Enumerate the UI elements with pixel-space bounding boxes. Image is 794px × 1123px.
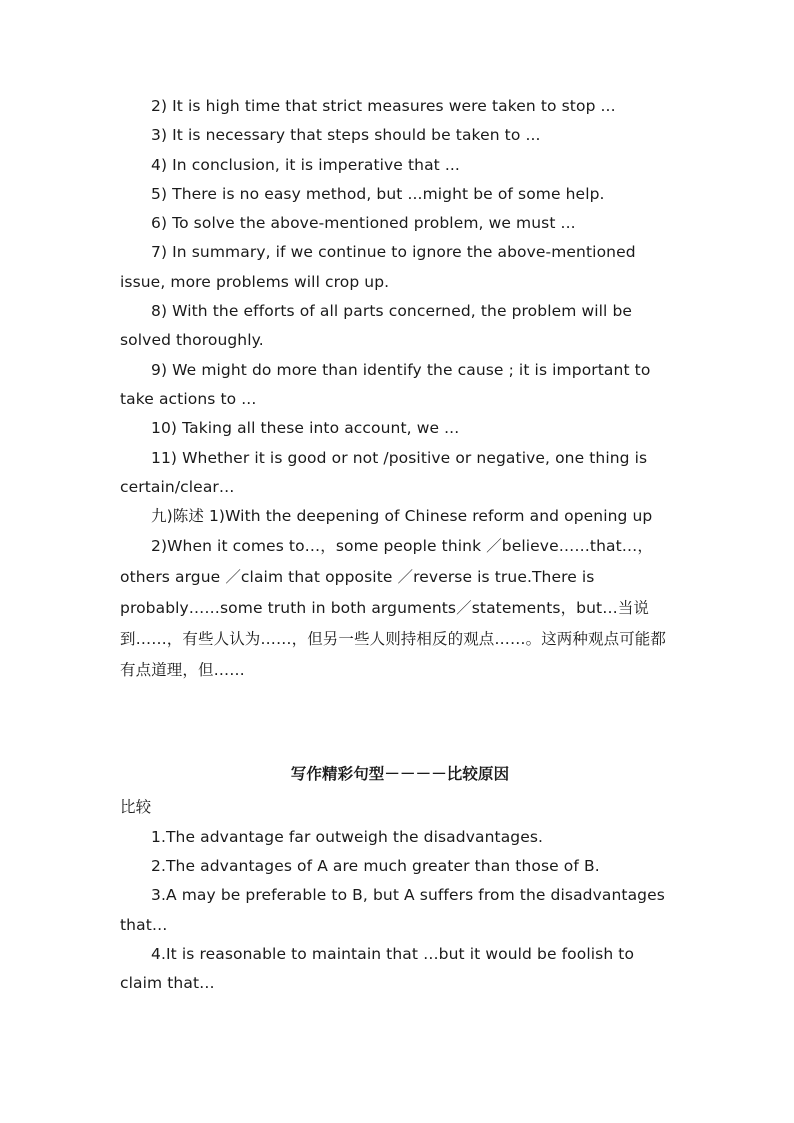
statement-line: 九)陈述 1)With the deepening of Chinese reform and opening up: [151, 507, 653, 526]
list-item: 9) We might do more than identify the cause ; it is important to take actions to ...: [120, 360, 651, 408]
list-item: 4) In conclusion, it is imperative that ...: [151, 155, 460, 174]
statement-paragraph: 2)When it comes to…，some people think ／believe……that…，others argue ／claim that opposite ／reverse is true.There is probably……some truth in both arguments／statements，but…当说到……，有些人认为……，但另一些人则持相反的观点……。这两种观点可能都有点道理，但……: [120, 537, 667, 680]
list-item: 3) It is necessary that steps should be taken to ...: [151, 126, 541, 145]
list-item: 6) To solve the above-mentioned problem, we must ...: [151, 214, 576, 233]
comparison-section: [120, 760, 680, 998]
list-item: 7) In summary, if we continue to ignore the above-mentioned issue, more problems will crop up.: [120, 243, 636, 291]
list-item: 11) Whether it is good or not /positive or negative, one thing is certain/clear…: [120, 448, 648, 496]
section-title: 写作精彩句型－－－－比较原因: [290, 765, 510, 784]
list-item: 8) With the efforts of all parts concerned, the problem will be solved thoroughly.: [120, 302, 633, 350]
list-item: 2.The advantages of A are much greater than those of B.: [151, 857, 600, 876]
list-item: 3.A may be preferable to B, but A suffers from the disadvantages that…: [120, 886, 665, 934]
list-item: 5) There is no easy method, but ...might be of some help.: [151, 184, 605, 203]
section-gap: [120, 686, 680, 760]
sentence-list: [120, 92, 680, 686]
list-item: 4.It is reasonable to maintain that …but it would be foolish to claim that…: [120, 944, 635, 993]
list-item: 1.The advantage far outweigh the disadvantages.: [151, 827, 544, 846]
section-subheading: 比较: [120, 798, 152, 817]
list-item: 10) Taking all these into account, we ...: [151, 419, 460, 438]
document-body: [120, 92, 680, 999]
list-item: 2) It is high time that strict measures were taken to stop ...: [151, 97, 616, 115]
